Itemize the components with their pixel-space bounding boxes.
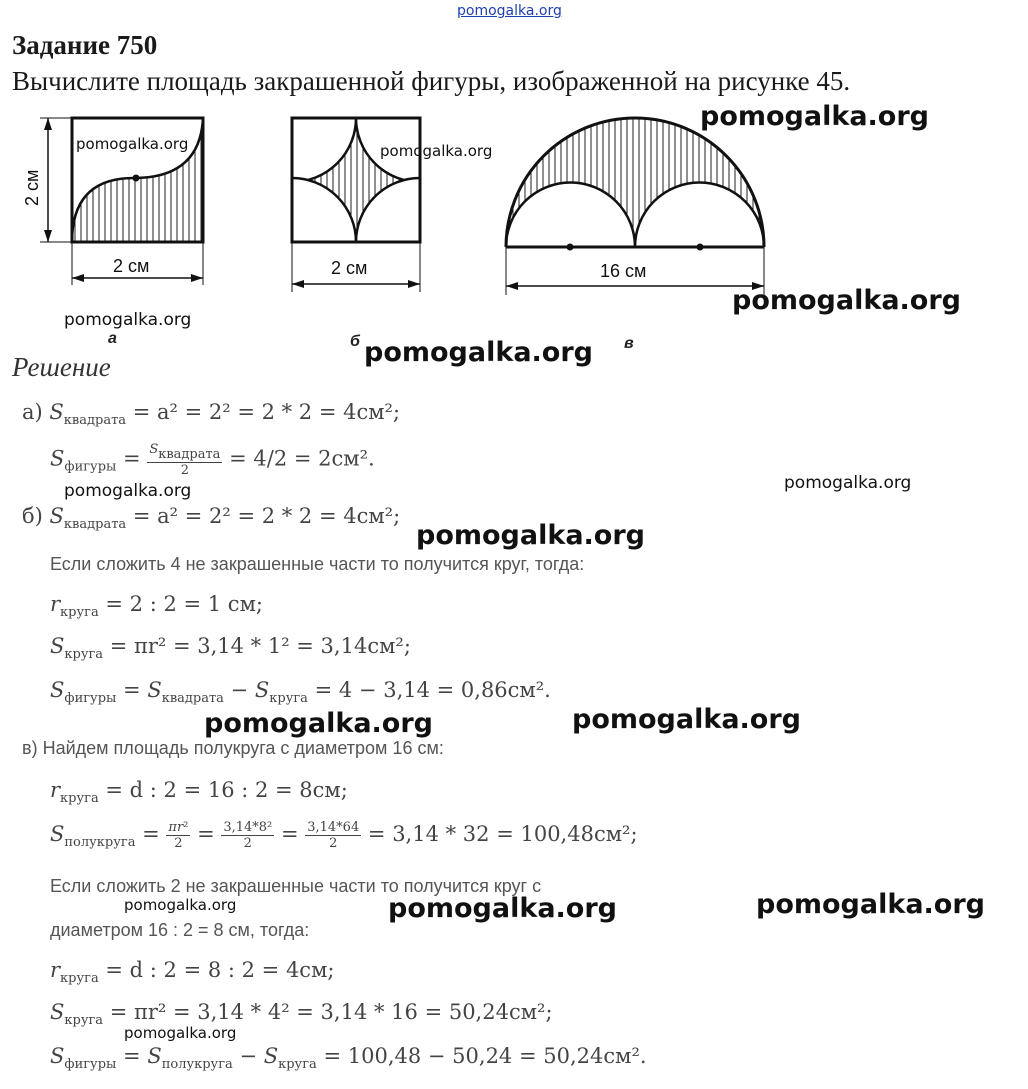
part-a-line-1: а) $S_{квадрата} = a^2 = 2^2 = 2 * 2 = 4см^2$; (22, 400, 401, 428)
watermark: pomogalka.org (732, 285, 961, 316)
part-b-line-3: $S_{круга} = \pi r^2 = 3,14 * 1^2 = 3,14см^2$; (50, 634, 411, 662)
figure-a-caption: а (108, 330, 117, 347)
part-c-line-1: в) Найдем площадь полукруга с диаметром 16 см: (22, 738, 444, 758)
part-c-line-4: $r_{круга} = d$ : 2 = 8 : 2 = 4см; (50, 958, 335, 986)
figure-c-caption: в (624, 335, 634, 352)
part-b-text: Если сложить 4 не закрашенные части то получится круг, тогда: (50, 554, 585, 574)
part-b-marker: б) (22, 504, 43, 528)
watermark: pomogalka.org (76, 135, 189, 153)
watermark: pomogalka.org (64, 310, 192, 330)
part-b-line-2: $r_{круга} = 2$ : 2 = 1 см; (50, 592, 263, 620)
part-c-line-5: $S_{круга} = \pi r^2 = 3,14 * 4^2 = 3,14 * 16 = 50,24см^2$; (50, 1000, 553, 1028)
top-watermark-link[interactable]: pomogalka.org (457, 3, 562, 19)
solution-heading: Решение (12, 352, 111, 382)
part-b-line-1: б) $S_{квадрата} = a^2 = 2^2 = 2 * 2 = 4см^2$; (22, 504, 401, 532)
figure-b-caption: б (350, 333, 360, 350)
task-title: Задание 750 (12, 30, 158, 60)
figure-b-bottom-label: 2 см (331, 258, 368, 278)
part-b-line-4: $S_{фигуры} = S_{квадрата} - S_{круга} = 4 - 3,14 = 0,86см^2$. (50, 678, 551, 706)
watermark: pomogalka.org (388, 893, 617, 924)
watermark: pomogalka.org (572, 704, 801, 735)
watermark: pomogalka.org (124, 896, 237, 914)
part-a-marker: а) (22, 400, 43, 424)
watermark: pomogalka.org (700, 101, 929, 132)
watermark: pomogalka.org (364, 337, 593, 368)
part-c-line-2: $r_{круга} = d$ : 2 = 16 : 2 = 8см; (50, 778, 348, 806)
watermark: pomogalka.org (380, 142, 493, 160)
figure-a-bottom-label: 2 см (113, 256, 150, 276)
part-c-text-2: Если сложить 2 не закрашенные части то получится круг с (50, 876, 542, 896)
figure-a-side-label: 2 см (22, 169, 42, 206)
part-a-line-2: $S_{фигуры}$ = $\frac{S_{квадрата}}{2}$ = 4/2 = 2см². (50, 442, 375, 478)
watermark: pomogalka.org (204, 708, 433, 739)
task-text: Вычислите площадь закрашенной фигуры, изображенной на рисунке 45. (12, 66, 851, 96)
watermark: pomogalka.org (124, 1024, 237, 1042)
watermark: pomogalka.org (64, 481, 192, 501)
part-c-text-3: диаметром 16 : 2 = 8 см, тогда: (50, 920, 310, 940)
part-c-marker: в) (22, 738, 38, 758)
part-c-line-3: $S_{полукруга}$ = $\frac{\text{πr²}}{2}$ = $\frac{\text{3,14*8²}}{2}$ = $\frac{3,14*64}{2}$ = 3,14 * 32 = 100,48см²; (50, 820, 638, 851)
watermark: pomogalka.org (756, 889, 985, 920)
watermark: pomogalka.org (416, 520, 645, 551)
watermark: pomogalka.org (784, 473, 912, 493)
figure-c-bottom-label: 16 см (600, 261, 647, 281)
part-c-line-6: $S_{фигуры} = S_{полукруга} - S_{круга} = 100,48 - 50,24 = 50,24см^2$. (50, 1044, 647, 1072)
